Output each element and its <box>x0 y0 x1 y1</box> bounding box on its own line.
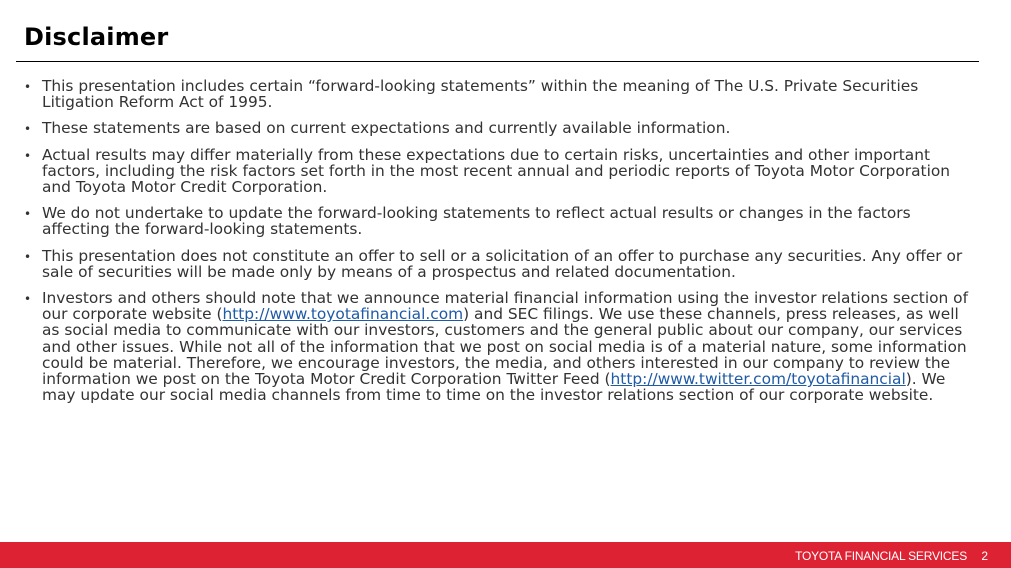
bullet-icon: • <box>24 292 32 307</box>
slide-title: Disclaimer <box>24 23 169 51</box>
footer-brand-name: TOYOTA FINANCIAL SERVICES <box>795 549 967 563</box>
bullet-text-part: Investors and others should note that we announce material financial information using the investor relations section of our corporate website ( <box>42 289 969 324</box>
footer-bar <box>0 542 1011 568</box>
bullet-text: This presentation includes certain “forward-looking statements” within the meaning of The U.S. Private Securities Litigation Reform Act of 1995. <box>42 77 919 112</box>
bullet-text: These statements are based on current expectations and currently available information. <box>42 119 731 138</box>
bullet-text: Actual results may differ materially from these expectations due to certain risks, uncertainties and other important factors, including the risk factors set forth in the most recent annual and periodic reports of Toyota Motor Corporation and Toyota Motor Credit Corporation. <box>42 145 951 197</box>
bullet-icon: • <box>24 207 32 222</box>
bullet-text-part: ) and SEC filings. We use these channels, press releases, as well as social media to communicate with our investors, customers and the general public about our company, our services and other issues. While not all of the information that we post on social media is of a material nature, some information could be material. Therefore, we encourage investors, the media, and others interested in our company to review the information we post on the Toyota Motor Credit Corporation Twitter Feed ( <box>42 305 967 389</box>
disclaimer-bullet-list <box>24 78 979 413</box>
page-number: 2 <box>981 549 988 563</box>
bullet-icon: • <box>24 122 32 137</box>
bullet-text-part: ). We may update our social media channels from time to time on the investor relations section of our corporate website. <box>42 370 946 405</box>
bullet-item <box>24 147 979 196</box>
bullet-icon: • <box>24 148 32 163</box>
bullet-text: This presentation does not constitute an offer to sell or a solicitation of an offer to purchase any securities. Any offer or sale of securities will be made only by means of a prospectus and related documentation. <box>42 246 963 281</box>
bullet-text-investors <box>42 289 968 404</box>
bullet-item <box>24 290 979 403</box>
bullet-item <box>24 120 979 136</box>
bullet-icon: • <box>24 249 32 264</box>
bullet-text: We do not undertake to update the forward-looking statements to reflect actual results or changes in the factors affecting the forward-looking statements. <box>42 204 911 239</box>
toyota-financial-website-link[interactable]: http://www.toyotafinancial.com <box>222 305 464 324</box>
bullet-item <box>24 205 979 237</box>
title-divider <box>16 61 979 62</box>
twitter-feed-link[interactable]: http://www.twitter.com/toyotafinancial <box>610 370 906 389</box>
bullet-item <box>24 248 979 280</box>
bullet-item <box>24 78 979 110</box>
bullet-icon: • <box>24 80 32 94</box>
